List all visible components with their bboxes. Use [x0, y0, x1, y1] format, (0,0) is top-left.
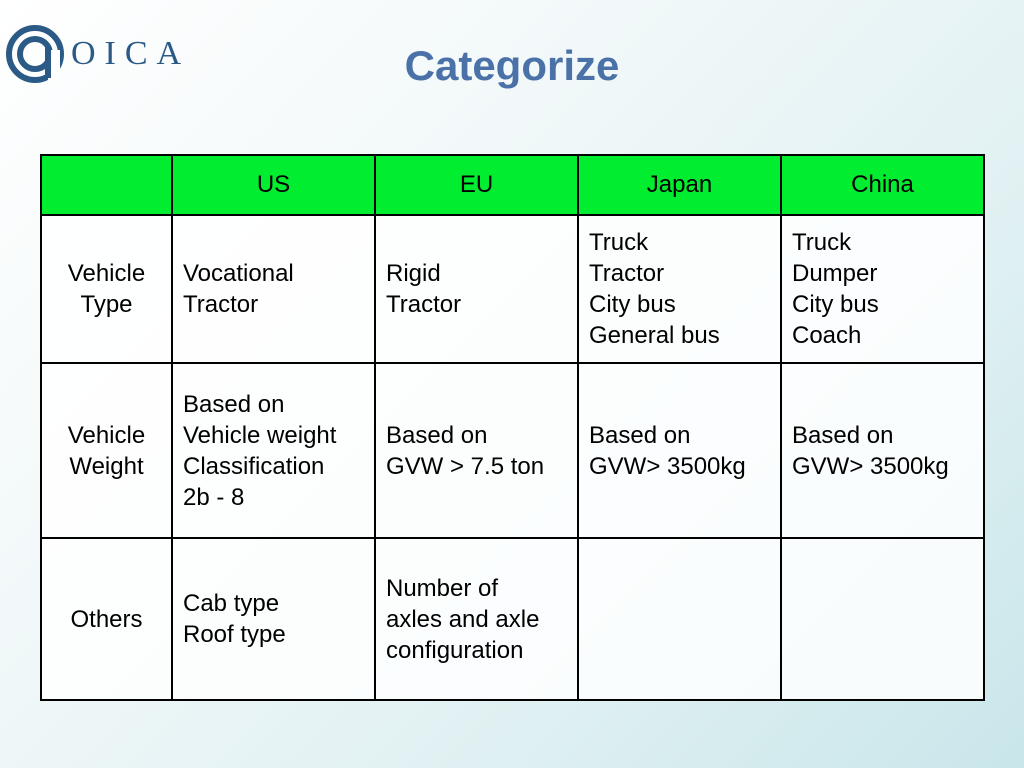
cell-line: configuration — [386, 636, 524, 664]
cell-japan-vehicle-weight — [578, 363, 781, 538]
cell-eu-vehicle-type — [375, 215, 578, 363]
cell-line: Roof type — [183, 621, 286, 648]
slide-title: Categorize — [404, 42, 620, 89]
cell-line: Type — [80, 291, 133, 318]
header-cell-eu: EU — [375, 155, 578, 215]
cell-line: axles and axle — [386, 605, 540, 633]
header-cell-japan: Japan — [578, 155, 781, 215]
header-cell-china: China — [781, 155, 984, 215]
cell-line: 2b - 8 — [183, 483, 245, 511]
cell-us-vehicle-type — [172, 215, 375, 363]
cell-china-vehicle-type — [781, 215, 984, 363]
cell-line: City bus — [792, 291, 879, 318]
cell-line: Classification — [183, 452, 325, 480]
cell-japan-others — [578, 538, 781, 700]
cell-line: Vehicle weight — [183, 421, 337, 449]
cell-line: Rigid — [386, 260, 441, 287]
cell-line: Vehicle — [67, 260, 146, 287]
cell-line: Tractor — [183, 291, 259, 318]
cell-us-others — [172, 538, 375, 700]
cell-line: GVW > 7.5 ton — [386, 452, 545, 480]
cell-us-vehicle-weight — [172, 363, 375, 538]
cell-line: Tractor — [386, 291, 462, 318]
cell-china-vehicle-weight — [781, 363, 984, 538]
cell-line: City bus — [589, 291, 676, 318]
logo-text: OICA — [71, 35, 191, 72]
cell-line: Vocational — [183, 260, 294, 287]
cell-eu-vehicle-weight — [375, 363, 578, 538]
table-row-vehicle-weight — [41, 363, 984, 538]
cell-line: GVW> 3500kg — [589, 452, 746, 480]
cell-line: Based on — [792, 421, 894, 449]
cell-china-others — [781, 538, 984, 700]
cell-line: Based on — [386, 421, 488, 449]
row-label-vehicle-type — [41, 215, 172, 363]
cell-line: Dumper — [792, 260, 878, 287]
cell-japan-vehicle-type — [578, 215, 781, 363]
table-row-others — [41, 538, 984, 700]
cell-line: Weight — [69, 452, 144, 480]
cell-line: Others — [70, 605, 143, 633]
header-cell-empty — [41, 155, 172, 215]
category-table — [40, 154, 985, 701]
cell-line: Cab type — [183, 590, 280, 617]
row-label-vehicle-weight — [41, 363, 172, 538]
cell-line: Coach — [792, 322, 862, 349]
row-label-others — [41, 538, 172, 700]
cell-line: General bus — [589, 322, 720, 349]
cell-line: Tractor — [589, 260, 665, 287]
header-cell-us: US — [172, 155, 375, 215]
cell-eu-others — [375, 538, 578, 700]
cell-line: Number of — [386, 574, 499, 602]
cell-line: Based on — [183, 390, 285, 418]
table-header-row — [41, 155, 984, 215]
cell-line: GVW> 3500kg — [792, 452, 949, 480]
cell-line: Truck — [792, 229, 852, 256]
table-row-vehicle-type — [41, 215, 984, 363]
cell-line: Truck — [589, 229, 649, 256]
cell-line: Vehicle — [67, 421, 146, 449]
cell-line: Based on — [589, 421, 691, 449]
